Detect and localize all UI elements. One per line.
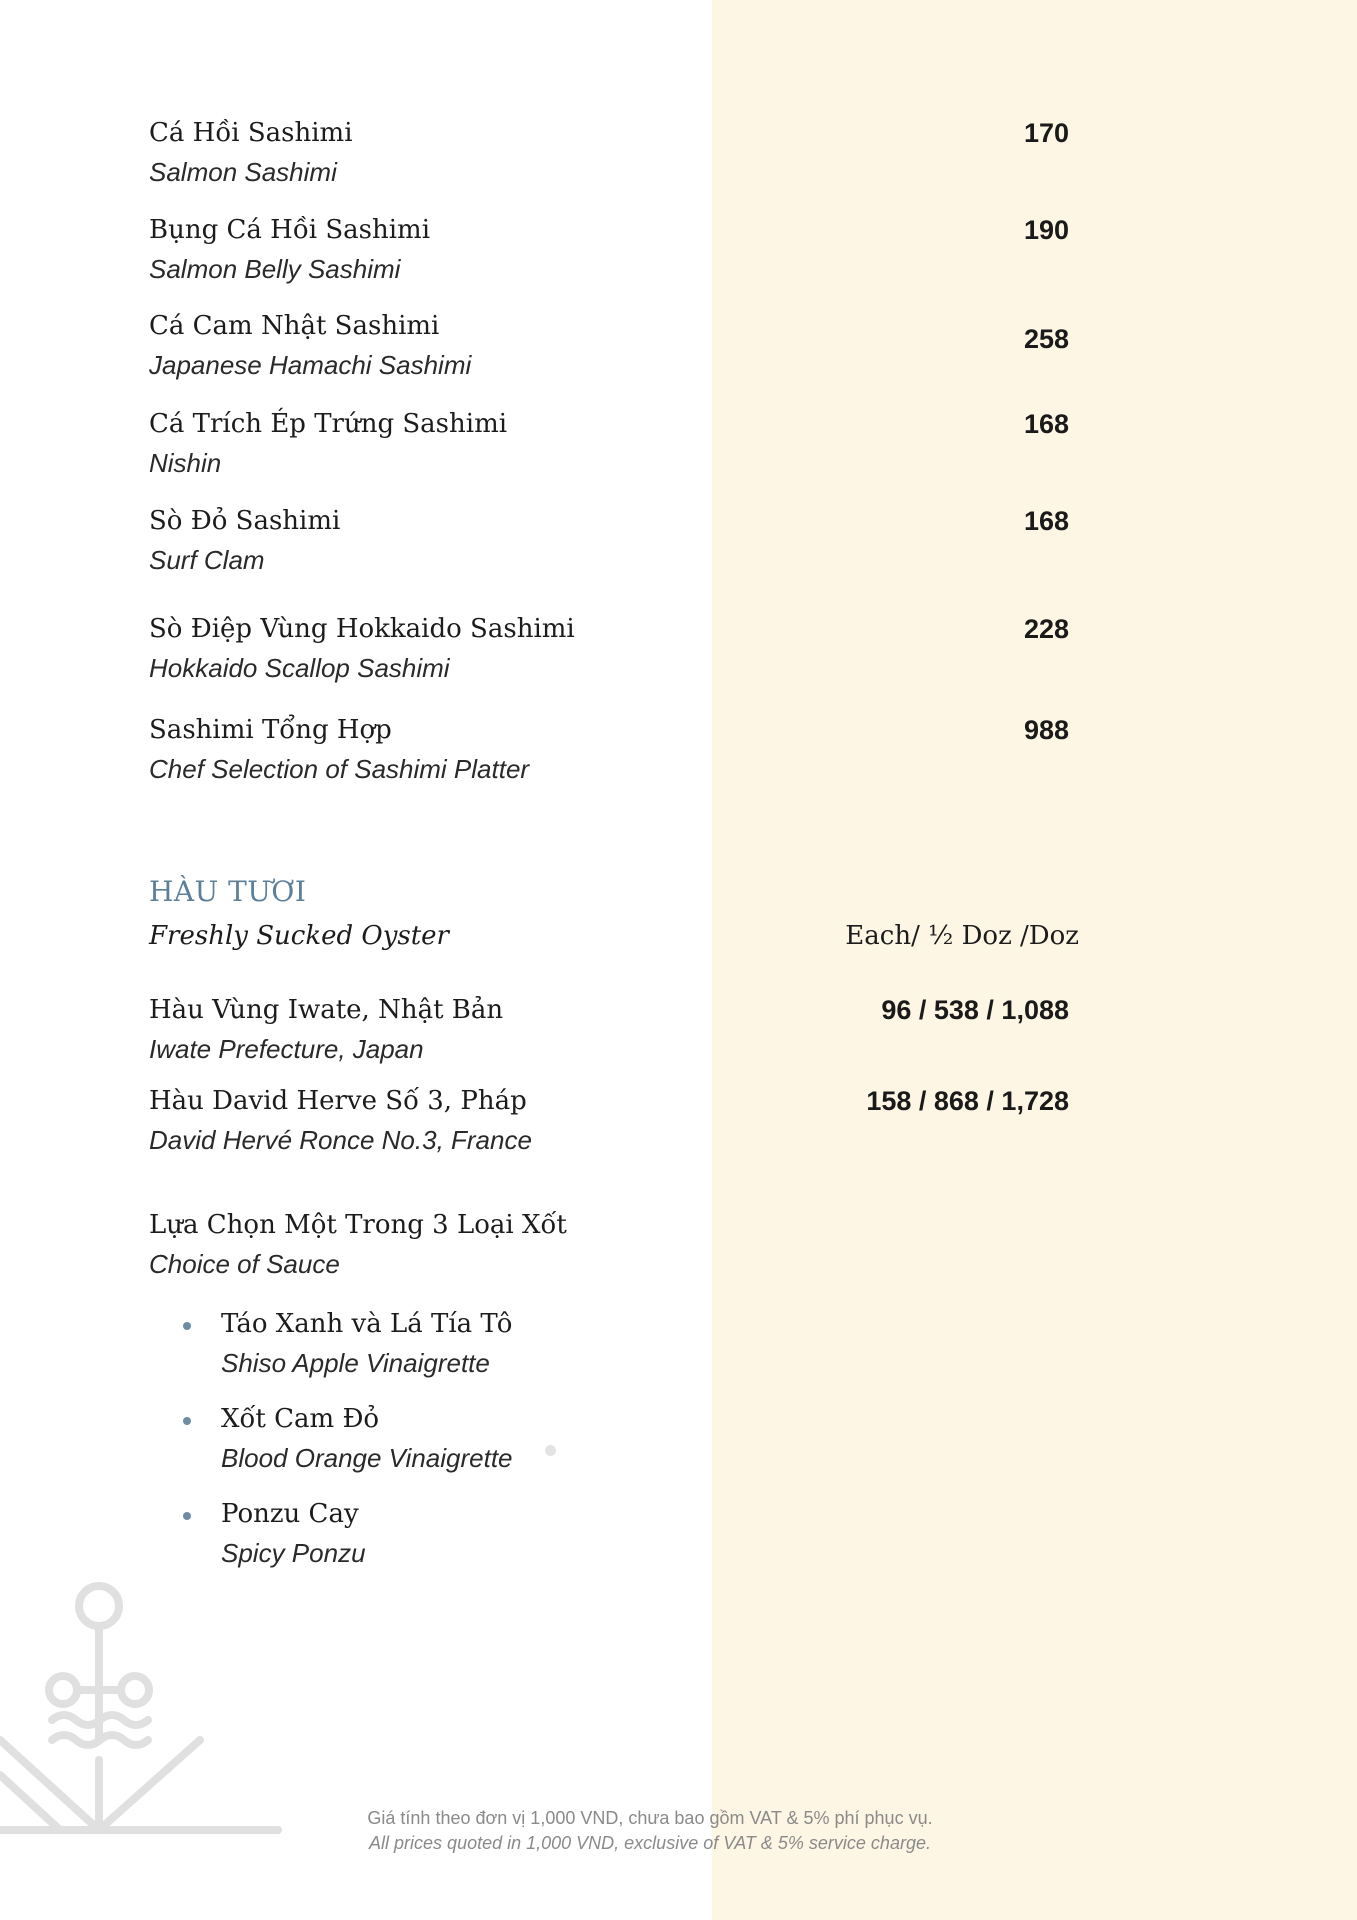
menu-item [149,309,1069,382]
sauce-heading [149,1208,1069,1281]
sauce-name-en: Spicy Ponzu [221,1538,366,1568]
menu-item [149,993,1069,1066]
item-name-en: Chef Selection of Sashimi Platter [149,754,530,784]
item-name-vi: Cá Hồi Sashimi [149,118,353,148]
price-note [300,1806,1000,1856]
sauce-list [149,1307,513,1592]
item-price: 96 / 538 / 1,088 [881,995,1069,1025]
item-name-en: David Hervé Ronce No.3, France [149,1125,532,1155]
menu-item [149,612,1069,685]
item-name-vi: Sashimi Tổng Hợp [149,715,392,745]
section-subtitle: Freshly Sucked Oyster [149,921,449,951]
menu-item [149,1084,1069,1157]
item-name-en: Surf Clam [149,545,265,575]
item-name-en: Iwate Prefecture, Japan [149,1034,424,1064]
sauce-name-vi: Ponzu Cay [221,1499,359,1529]
bullet-icon [183,1322,191,1330]
item-name-vi: Cá Cam Nhật Sashimi [149,311,440,341]
item-name-en: Nishin [149,448,222,478]
sauce-title-vi: Lựa Chọn Một Trong 3 Loại Xốt [149,1210,567,1240]
item-name-vi: Cá Trích Ép Trứng Sashimi [149,409,508,439]
price-column-background [712,0,1357,1920]
item-name-vi: Hàu Vùng Iwate, Nhật Bản [149,995,504,1025]
menu-item [149,213,1069,286]
sauce-title-en: Choice of Sauce [149,1249,340,1279]
decorative-dot [545,1445,556,1456]
anchor-logo-icon [0,1580,300,1860]
item-name-en: Salmon Belly Sashimi [149,254,401,284]
price-note-en: All prices quoted in 1,000 VND, exclusive of VAT & 5% service charge. [369,1833,931,1853]
section-units: Each/ ½ Doz /Doz [845,921,1079,951]
menu-item [149,116,1069,189]
price-note-vi: Giá tính theo đơn vị 1,000 VND, chưa bao gồm VAT & 5% phí phục vụ. [367,1808,933,1828]
item-price: 988 [1023,715,1069,745]
item-price: 168 [1023,506,1069,536]
item-name-vi: Sò Đỏ Sashimi [149,506,341,536]
item-name-vi: Sò Điệp Vùng Hokkaido Sashimi [149,614,575,644]
item-price: 228 [1023,614,1069,644]
list-item [149,1402,513,1475]
item-price: 170 [1023,118,1069,148]
item-name-en: Hokkaido Scallop Sashimi [149,653,450,683]
bullet-icon [183,1512,191,1520]
item-name-vi: Bụng Cá Hồi Sashimi [149,215,431,245]
item-price: 258 [1023,324,1069,354]
item-name-vi: Hàu David Herve Số 3, Pháp [149,1086,527,1116]
item-name-en: Japanese Hamachi Sashimi [149,350,472,380]
section-title: HÀU TƯƠI [149,875,307,908]
item-price: 190 [1023,215,1069,245]
list-item [149,1497,513,1570]
menu-item [149,504,1069,577]
sauce-name-vi: Táo Xanh và Lá Tía Tô [221,1309,513,1339]
item-price: 168 [1023,409,1069,439]
item-name-en: Salmon Sashimi [149,157,337,187]
list-item [149,1307,513,1380]
sauce-name-en: Shiso Apple Vinaigrette [221,1348,490,1378]
bullet-icon [183,1417,191,1425]
sauce-name-vi: Xốt Cam Đỏ [221,1404,380,1434]
menu-item [149,407,1069,480]
item-price: 158 / 868 / 1,728 [866,1086,1069,1116]
sauce-name-en: Blood Orange Vinaigrette [221,1443,513,1473]
menu-item [149,713,1069,786]
